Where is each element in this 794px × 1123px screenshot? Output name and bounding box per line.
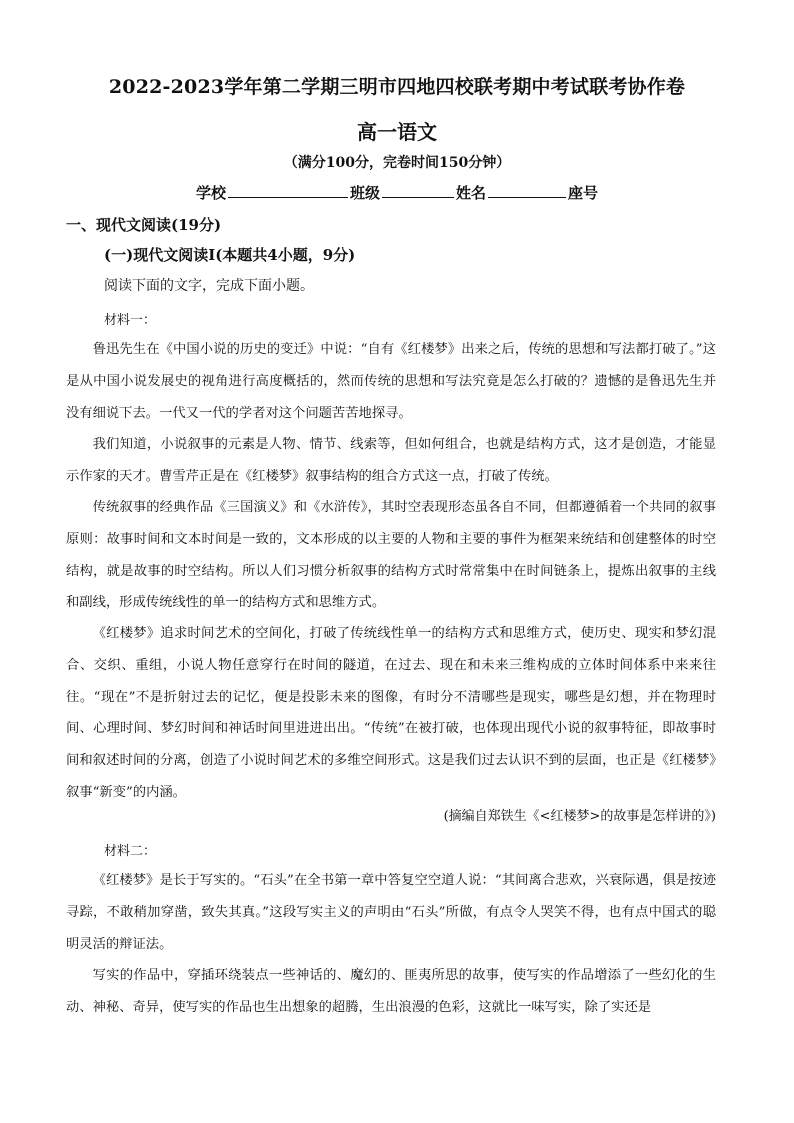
school-blank[interactable] xyxy=(228,183,348,198)
name-blank[interactable] xyxy=(488,183,566,198)
section-heading: 一、现代文阅读(19分) xyxy=(66,216,222,234)
section-subheading: (一)现代文阅读Ⅰ(本题共4小题，9分) xyxy=(104,246,356,264)
material2-paragraph: 《红楼梦》是长于写实的。“石头”在全书第一章中答复空空道人说：“其间离合悲欢，兴衰际遇，俱是按迹寻踪，不敢稍加穿凿，致失其真。”这段写实主义的声明由“石头”所做，有点令人哭笑不得，也有点中国式的聪明灵活的辩证法。 xyxy=(66,873,716,952)
reading-instruction: 阅读下面的文字，完成下面小题。 xyxy=(104,278,314,294)
material1-paragraph: 我们知道，小说叙事的元素是人物、情节、线索等，但如何组合，也就是结构方式，这才是创造，才能显示作家的天才。曹雪芹正是在《红楼梦》叙事结构的组合方式这一点，打破了传统。 xyxy=(66,437,716,484)
class-blank[interactable] xyxy=(382,183,454,198)
exam-title: 2022-2023学年第二学期三明市四地四校联考期中考试联考协作卷 xyxy=(108,76,686,98)
material1-paragraph: 《红楼梦》追求时间艺术的空间化，打破了传统线性单一的结构方式和思维方式，使历史、现实和梦幻混合、交织、重组，小说人物任意穿行在时间的隧道，在过去、现在和未来三维构成的立体时间体系中来来往往。“现在”不是折射过去的记忆，便是投影未来的图像，有时分不清哪些是现实，哪些是幻想，并在物理时间、心理时间、梦幻时间和神话时间里进进出出。“传统”在被打破，也体现出现代小说的叙事特征，即故事时间和叙述时间的分离，创造了小说时间艺术的多维空间形式。这是我们过去认识不到的层面，也正是《红楼梦》叙事“新变”的内涵。 xyxy=(66,626,716,800)
material1-paragraph: 传统叙事的经典作品《三国演义》和《水浒传》，其时空表现形态虽各自不同，但都遵循着一个共同的叙事原则：故事时间和文本时间是一致的，文本形成的以主要的人物和主要的事件为框架来统结和创建整体的时空结构，就是故事的时空结构。所以人们习惯分析叙事的结构方式时常常集中在时间链条上，提炼出叙事的主线和副线，形成传统线性的单一的结构方式和思维方式。 xyxy=(66,500,716,611)
material1-paragraph: 鲁迅先生在《中国小说的历史的变迁》中说：“自有《红楼梦》出来之后，传统的思想和写法都打破了。”这是从中国小说发展史的视角进行高度概括的，然而传统的思想和写法究竟是怎么打破的？遗憾的是鲁迅先生并没有细说下去。一代又一代的学者对这个问题苦苦地探寻。 xyxy=(66,342,716,421)
seat-label: 座号 xyxy=(568,184,599,202)
material1-label: 材料一： xyxy=(104,313,157,328)
class-label: 班级 xyxy=(349,184,380,202)
material1-source: (摘编自郑铁生《<红楼梦>的故事是怎样讲的》) xyxy=(443,809,716,824)
school-label: 学校 xyxy=(195,184,226,202)
name-label: 姓名 xyxy=(456,184,487,202)
material2-label: 材料二： xyxy=(104,844,157,859)
student-info-row xyxy=(0,182,794,203)
score-note: （满分100分，完卷时间150分钟） xyxy=(283,155,511,171)
exam-subject: 高一语文 xyxy=(357,120,437,144)
material2-paragraph: 写实的作品中，穿插环绕装点一些神话的、魔幻的、匪夷所思的故事，使写实的作品增添了一些幻化的生动、神秘、奇异，使写实的作品也生出想象的超腾，生出浪漫的色彩，这就比一味写实，除了实还是 xyxy=(66,968,716,1015)
